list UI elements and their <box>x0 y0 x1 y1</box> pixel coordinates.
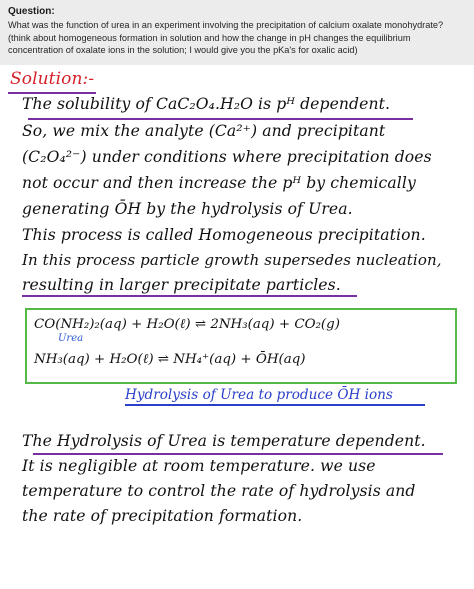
paragraph1-line-3: (C₂O₄²⁻) under conditions where precipitation does <box>22 148 432 166</box>
paragraph2-line-1: The Hydrolysis of Urea is temperature dependent. <box>22 432 426 450</box>
solution-label-underline <box>8 92 96 94</box>
paragraph1-line-1: The solubility of CaC₂O₄.H₂O is pᴴ dependent. <box>22 95 391 113</box>
paragraph1-line-7: In this process particle growth supersedes nucleation, <box>22 251 442 269</box>
paragraph2-underline <box>33 453 443 455</box>
paragraph1-line-4: not occur and then increase the pᴴ by chemically <box>22 174 416 192</box>
paragraph1-line-6: This process is called Homogeneous precipitation. <box>22 226 426 244</box>
urea-tag: Urea <box>58 333 84 344</box>
hydrolysis-caption: Hydrolysis of Urea to produce ŌH ions <box>125 387 393 403</box>
solution-label: Solution:- <box>10 69 95 89</box>
question-text: What was the function of urea in an experiment involving the precipitation of calcium oxalate monohydrate? (think about homogeneous formation in solution and how the change in pH changes the equilibrium concentration of oxalate ions in the solution; I would give you the pKa's for oxalic acid) <box>8 20 444 56</box>
paragraph2-line-4: the rate of precipitation formation. <box>22 507 303 525</box>
question-label: Question: <box>8 6 55 17</box>
question-header <box>0 0 474 65</box>
equation-2: NH₃(aq) + H₂O(ℓ) ⇌ NH₄⁺(aq) + ŌH(aq) <box>34 352 306 367</box>
equation-1: CO(NH₂)₂(aq) + H₂O(ℓ) ⇌ 2NH₃(aq) + CO₂(g) <box>34 317 340 332</box>
paragraph1-line-2: So, we mix the analyte (Ca²⁺) and precipitant <box>22 122 386 140</box>
paragraph2-line-2: It is negligible at room temperature. we use <box>22 457 376 475</box>
paragraph1-line-5: generating ŌH by the hydrolysis of Urea. <box>22 200 353 218</box>
caption-underline <box>125 404 425 406</box>
paragraph2-line-3: temperature to control the rate of hydrolysis and <box>22 482 416 500</box>
line-8-underline <box>22 295 357 297</box>
paragraph1-line-8: resulting in larger precipitate particles. <box>22 276 341 294</box>
line-1-underline <box>28 118 413 120</box>
